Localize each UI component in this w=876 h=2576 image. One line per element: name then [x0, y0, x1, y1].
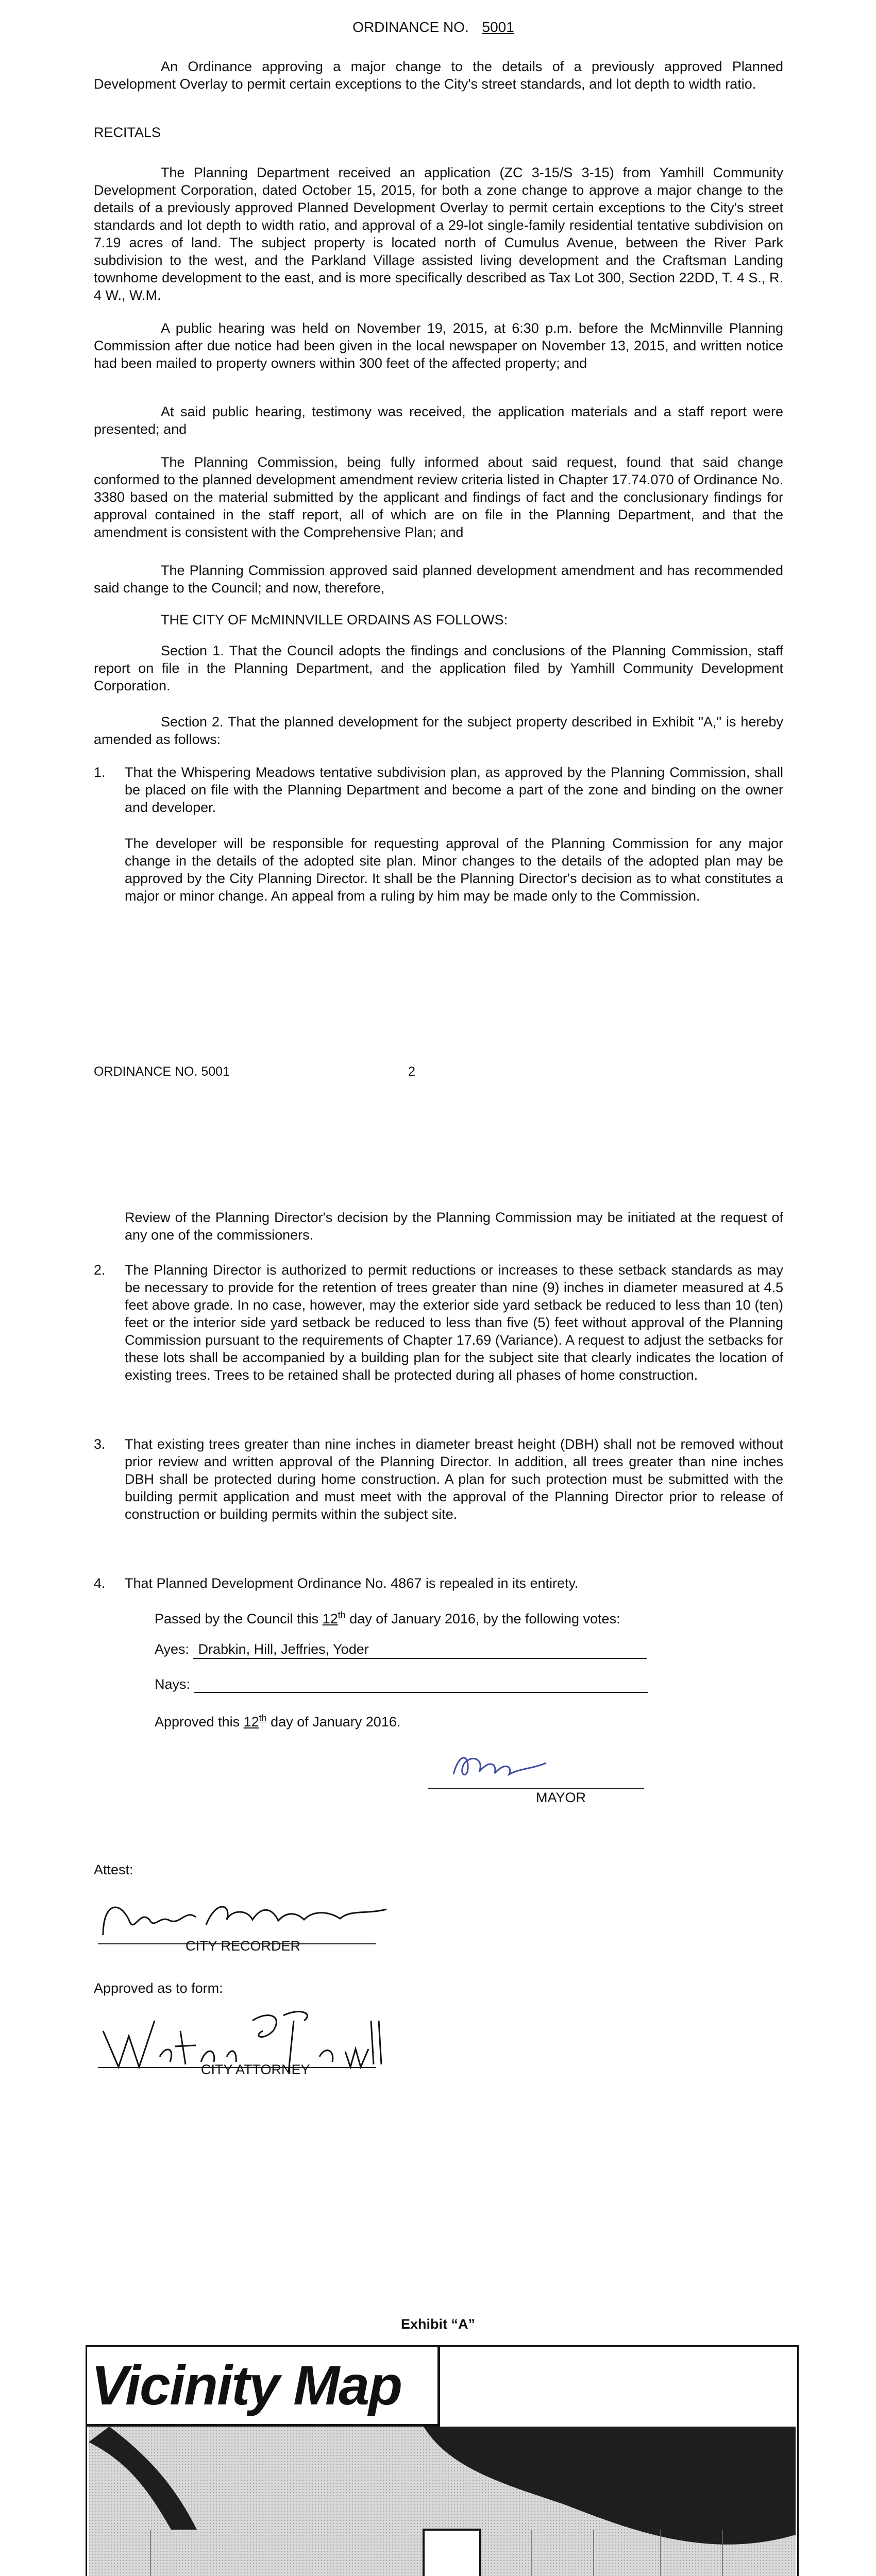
ordains-heading: THE CITY OF McMINNVILLE ORDAINS AS FOLLOWS: — [161, 612, 508, 628]
ayes-label: Ayes: — [155, 1641, 190, 1657]
recitals-heading: RECITALS — [94, 125, 161, 140]
map-title-rule — [87, 2424, 437, 2427]
ordinance-page-2 — [0, 1133, 876, 2267]
approved-as-to-form-label: Approved as to form: — [94, 1980, 223, 1996]
subject-site-parcel — [424, 2530, 480, 2576]
ordinance-title-label: ORDINANCE NO. — [352, 19, 469, 35]
passed-text: Passed by the Council this — [155, 1611, 323, 1626]
nays-field — [194, 1677, 648, 1693]
exhibit-page — [0, 2267, 876, 2576]
recital-paragraph: At said public hearing, testimony was received, the application materials and a staff report were presented; and — [94, 404, 783, 437]
attest-label: Attest: — [94, 1862, 133, 1877]
exhibit-title: Exhibit “A” — [400, 2316, 475, 2332]
recital-paragraph: The Planning Commission, being fully informed about said request, found that said change conformed to the planned development amendment review criteria listed in Chapter 17.74.070 of Ordinance No. 3380 based on the material submitted by the applicant and findings of fact and the conclusionary findings for approval contained in the staff report, all of which are on file in the Planning Department, and that the amendment is consistent with the Comprehensive Plan; and — [94, 454, 783, 540]
ordinance-number: 5001 — [482, 19, 514, 35]
page-number: 2 — [408, 1064, 415, 1079]
ordinance-intro: An Ordinance approving a major change to the details of a previously approved Planned Development Overlay to permit certain exceptions to the City's street standards, and lot depth to width ratio. — [94, 59, 783, 92]
recital-paragraph: A public hearing was held on November 19, 2015, at 6:30 p.m. before the McMinnville Planning Commission after due notice had been given in the local newspaper on November 13, 2015, and written notice had been mailed to property owners within 300 feet of the affected property; and — [94, 320, 783, 371]
approved-statement — [155, 1709, 400, 1731]
recital-paragraph: The Planning Commission approved said planned development amendment and has recommended said change to the Council; and now, therefore, — [94, 563, 783, 596]
ordinance-title — [0, 19, 876, 36]
passed-day: 12 — [322, 1611, 338, 1626]
list-item-continuation: The developer will be responsible for requesting approval of the Planning Commission for any major change in the details of the adopted site plan. Minor changes to the details of the adopted plan may be approved by the City Planning Director. It shall be the Planning Director's decision as to what constitutes a major or minor change. An appeal from a ruling by him may be made only to the Commission. — [125, 836, 783, 904]
list-item-continuation: Review of the Planning Director's decision by the Planning Commission may be initiated at the request of any one of the commissioners. — [125, 1210, 783, 1243]
list-item — [94, 1261, 783, 1384]
ayes-line — [155, 1640, 647, 1659]
list-item — [94, 1435, 783, 1523]
city-attorney-label: CITY ATTORNEY — [201, 2062, 310, 2077]
list-item-text: That existing trees greater than nine inches in diameter breast height (DBH) shall not be removed without prior review and written approval of the Planning Director. In addition, all trees greater than nine inches DBH shall be protected during home construction. A plan for such protection must be submitted with the building permit application and must meet with the approval of the Planning Director prior to release of construction or building permits within the subject site. — [125, 1436, 783, 1522]
passed-statement — [155, 1606, 620, 1628]
list-item-marker: 4. — [94, 1575, 106, 1591]
list-item-text: That the Whispering Meadows tentative subdivision plan, as approved by the Planning Commission, shall be placed on file with the Planning Department and become a part of the zone and binding on the owner and developer. — [125, 765, 783, 815]
passed-text-end: day of January 2016, by the following votes: — [345, 1611, 620, 1626]
map-title-divider — [437, 2347, 440, 2427]
map-title: Vicinity Map — [91, 2354, 402, 2416]
approved-text: Approved this — [155, 1714, 244, 1730]
approved-day-suffix: th — [259, 1713, 267, 1723]
list-item-text: The Planning Director is authorized to permit reductions or increases to these setback standards as may be necessary to provide for the retention of trees greater than nine (9) inches in diameter measured at 4.5 feet above grade. In no case, however, may the exterior side yard setback be reduced to less than 10 (ten) feet or the interior side yard setback be reduced to less than five (5) feet without approval of the Planning Commission pursuant to the requirements of Chapter 17.69 (Variance). A request to adjust the setbacks for these lots shall be accompanied by a building plan for the subject site that clearly indicates the location of existing trees. Trees to be retained shall be protected during all phases of home construction. — [125, 1262, 783, 1383]
passed-day-suffix: th — [338, 1610, 346, 1620]
nays-label: Nays: — [155, 1676, 191, 1692]
list-item-marker: 3. — [94, 1436, 106, 1452]
ayes-field — [193, 1640, 647, 1659]
mayor-signature — [448, 1749, 551, 1785]
section-2: Section 2. That the planned development for the subject property described in Exhibit "A," is hereby amended as follows: — [94, 714, 783, 747]
recital-paragraph: The Planning Department received an application (ZC 3-15/S 3-15) from Yamhill Community Development Corporation, dated October 15, 2015, for both a zone change to approve a major change to the details of a previously approved Planned Development Overlay to permit certain exceptions to the City's street standards and lot depth to width ratio, and approval of a 29-lot single-family residential tentative subdivision on 7.19 acres of land. The subject property is located north of Cumulus Avenue, between the River Park subdivision to the west, and the Parkland Village assisted living development and the Craftsman Landing townhome development to the east, and is more specifically described as Tax Lot 300, Section 22DD, T. 4 S., R. 4 W., W.M. — [94, 165, 783, 303]
vicinity-map — [86, 2345, 799, 2576]
city-recorder-label: CITY RECORDER — [186, 1938, 301, 1954]
list-item — [94, 1574, 783, 1592]
map-drawing — [89, 2427, 796, 2576]
list-item-marker: 1. — [94, 765, 106, 780]
ayes-value: Drabkin, Hill, Jeffries, Yoder — [198, 1641, 369, 1657]
list-item — [94, 764, 783, 816]
list-item-text: That Planned Development Ordinance No. 4867 is repealed in its entirety. — [125, 1575, 579, 1591]
map-canvas[interactable] — [89, 2427, 796, 2576]
ordinance-page-1 — [0, 0, 876, 1133]
section-1: Section 1. That the Council adopts the findings and conclusions of the Planning Commission, staff report on file in the Planning Department, and the application filed by Yamhill Community Development Corporation. — [94, 643, 783, 693]
list-item-marker: 2. — [94, 1262, 106, 1278]
nays-line — [155, 1675, 648, 1693]
approved-day: 12 — [243, 1714, 259, 1730]
page-footer-label: ORDINANCE NO. 5001 — [94, 1064, 230, 1079]
mayor-label: MAYOR — [536, 1790, 586, 1805]
approved-text-end: day of January 2016. — [266, 1714, 401, 1730]
